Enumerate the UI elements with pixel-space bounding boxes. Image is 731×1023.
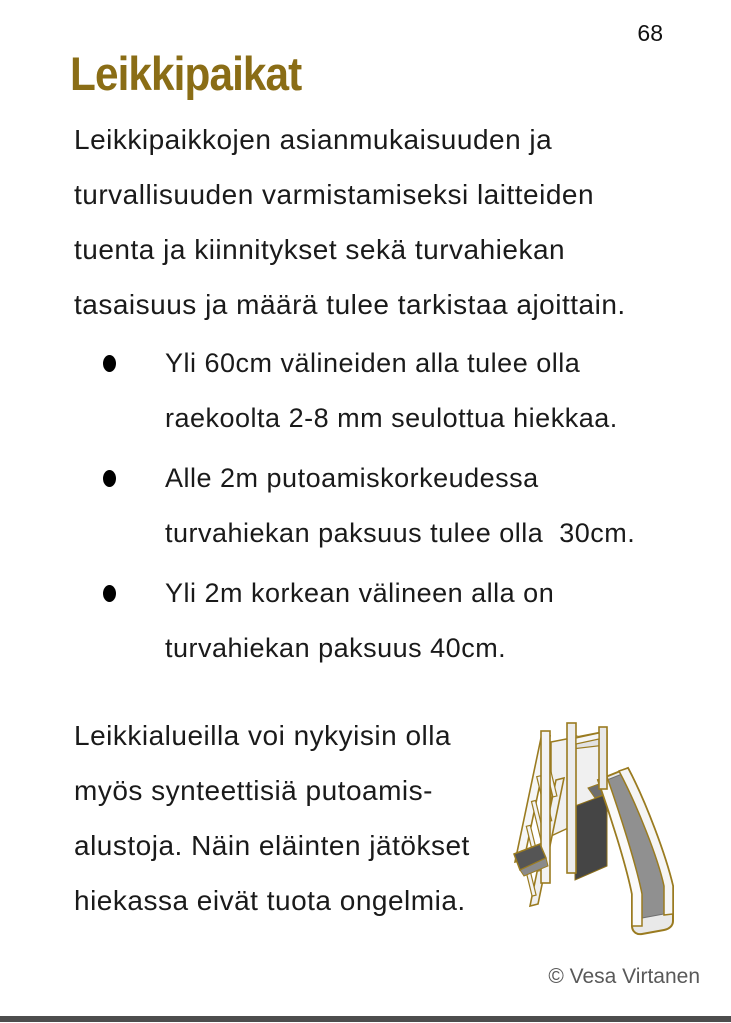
bullet-item-3 <box>165 566 635 676</box>
bullet-list <box>165 336 635 681</box>
page-title: Leikkipaikat <box>70 47 302 100</box>
bullet-item-2 <box>165 451 635 561</box>
page-number: 68 <box>637 20 663 46</box>
bullet-item-1 <box>165 336 635 446</box>
intro-paragraph <box>74 112 626 332</box>
footer-bar <box>0 1016 731 1022</box>
bullet-icon <box>103 470 116 487</box>
closing-line-1: Leikkialueilla voi nykyisin olla <box>74 720 452 751</box>
bullet-3-line-2: turvahiekan paksuus 40cm. <box>165 633 507 663</box>
playground-slide-graphic <box>512 718 697 943</box>
intro-line-1: Leikkipaikkojen asianmukaisuuden ja <box>74 124 553 155</box>
bullet-3-line-1: Yli 2m korkean välineen alla on <box>165 578 555 608</box>
bullet-icon <box>103 585 116 602</box>
closing-paragraph <box>74 708 470 928</box>
bullet-1-line-2: raekoolta 2-8 mm seulottua hiekkaa. <box>165 403 618 433</box>
bullet-icon <box>103 355 116 372</box>
intro-line-4: tasaisuus ja määrä tulee tarkistaa ajoittain. <box>74 289 626 320</box>
playground-slide-illustration <box>512 718 697 943</box>
closing-line-4: hiekassa eivät tuota ongelmia. <box>74 885 466 916</box>
bullet-1-line-1: Yli 60cm välineiden alla tulee olla <box>165 348 581 378</box>
bullet-2-line-1: Alle 2m putoamiskorkeudessa <box>165 463 539 493</box>
intro-line-2: turvallisuuden varmistamiseksi laitteiden <box>74 179 595 210</box>
closing-line-2: myös synteettisiä putoamis- <box>74 775 433 806</box>
bullet-2-line-2: turvahiekan paksuus tulee olla 30cm. <box>165 518 636 548</box>
intro-line-3: tuenta ja kiinnitykset sekä turvahiekan <box>74 234 566 265</box>
closing-line-3: alustoja. Näin eläinten jätökset <box>74 830 470 861</box>
copyright-credit: © Vesa Virtanen <box>548 965 700 988</box>
